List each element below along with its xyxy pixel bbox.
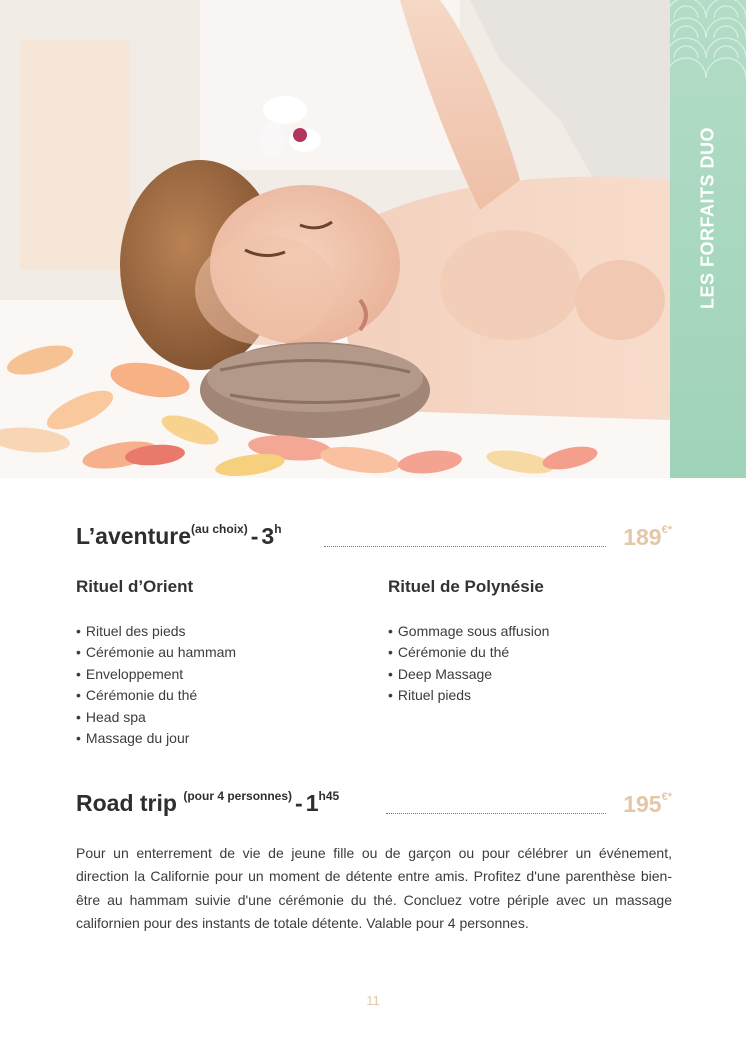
package-description: Pour un enterrement de vie de jeune fille ou de garçon ou pour célébrer un événement, direction la Californie pour un moment de détente entre amis. Profitez d'une parenthèse bien-être au hammam suivie d'une cérémonie du thé. Concluez votre périple avec un massage californien pour des instants de totale détente. Valable pour 4 personnes. (76, 845, 672, 932)
package-price-line (623, 791, 672, 818)
section-title-vertical: LES FORFAITS DUO (697, 126, 718, 310)
page-number: 11 (366, 993, 380, 1008)
dash-separator: - (250, 523, 259, 549)
ritual-title-polynesie: Rituel de Polynésie (388, 577, 544, 596)
ritual-list-polynesie (388, 621, 549, 707)
package-duration: 3 (261, 523, 275, 549)
package-price: 195 (623, 791, 662, 817)
wave-pattern-icon (670, 0, 746, 90)
price-currency: €* (661, 791, 672, 803)
package-duration: 1 (305, 790, 319, 816)
list-item: • Enveloppement (76, 664, 236, 685)
package-price-line (623, 524, 672, 551)
package-name-line (76, 789, 339, 817)
list-item: • Rituel pieds (388, 685, 549, 706)
package-price: 189 (623, 524, 662, 550)
massage-illustration (0, 0, 670, 478)
list-item: • Massage du jour (76, 728, 236, 749)
list-item: • Cérémonie du thé (388, 642, 549, 663)
package-name: Road trip (76, 790, 177, 816)
package-note: (au choix) (191, 522, 248, 536)
dotted-leader (324, 546, 606, 547)
list-item: • Cérémonie au hammam (76, 642, 236, 663)
package-name: L’aventure (76, 523, 192, 549)
list-item: • Gommage sous affusion (388, 621, 549, 642)
list-item: • Cérémonie du thé (76, 685, 236, 706)
ritual-title-orient: Rituel d’Orient (76, 577, 194, 596)
dash-separator: - (295, 790, 303, 816)
list-item: • Deep Massage (388, 664, 549, 685)
dotted-leader (386, 813, 606, 814)
list-item: • Head spa (76, 707, 236, 728)
list-item: • Rituel des pieds (76, 621, 236, 642)
package-header-aventure (76, 516, 672, 556)
package-duration-unit: h45 (318, 789, 340, 803)
package-duration-unit: h (274, 522, 282, 536)
package-name-line (76, 522, 282, 550)
hero-photo (0, 0, 670, 478)
package-note: (pour 4 personnes) (183, 789, 293, 803)
ritual-list-orient (76, 621, 236, 749)
price-currency: €* (661, 524, 672, 536)
package-header-road-trip (76, 783, 672, 823)
